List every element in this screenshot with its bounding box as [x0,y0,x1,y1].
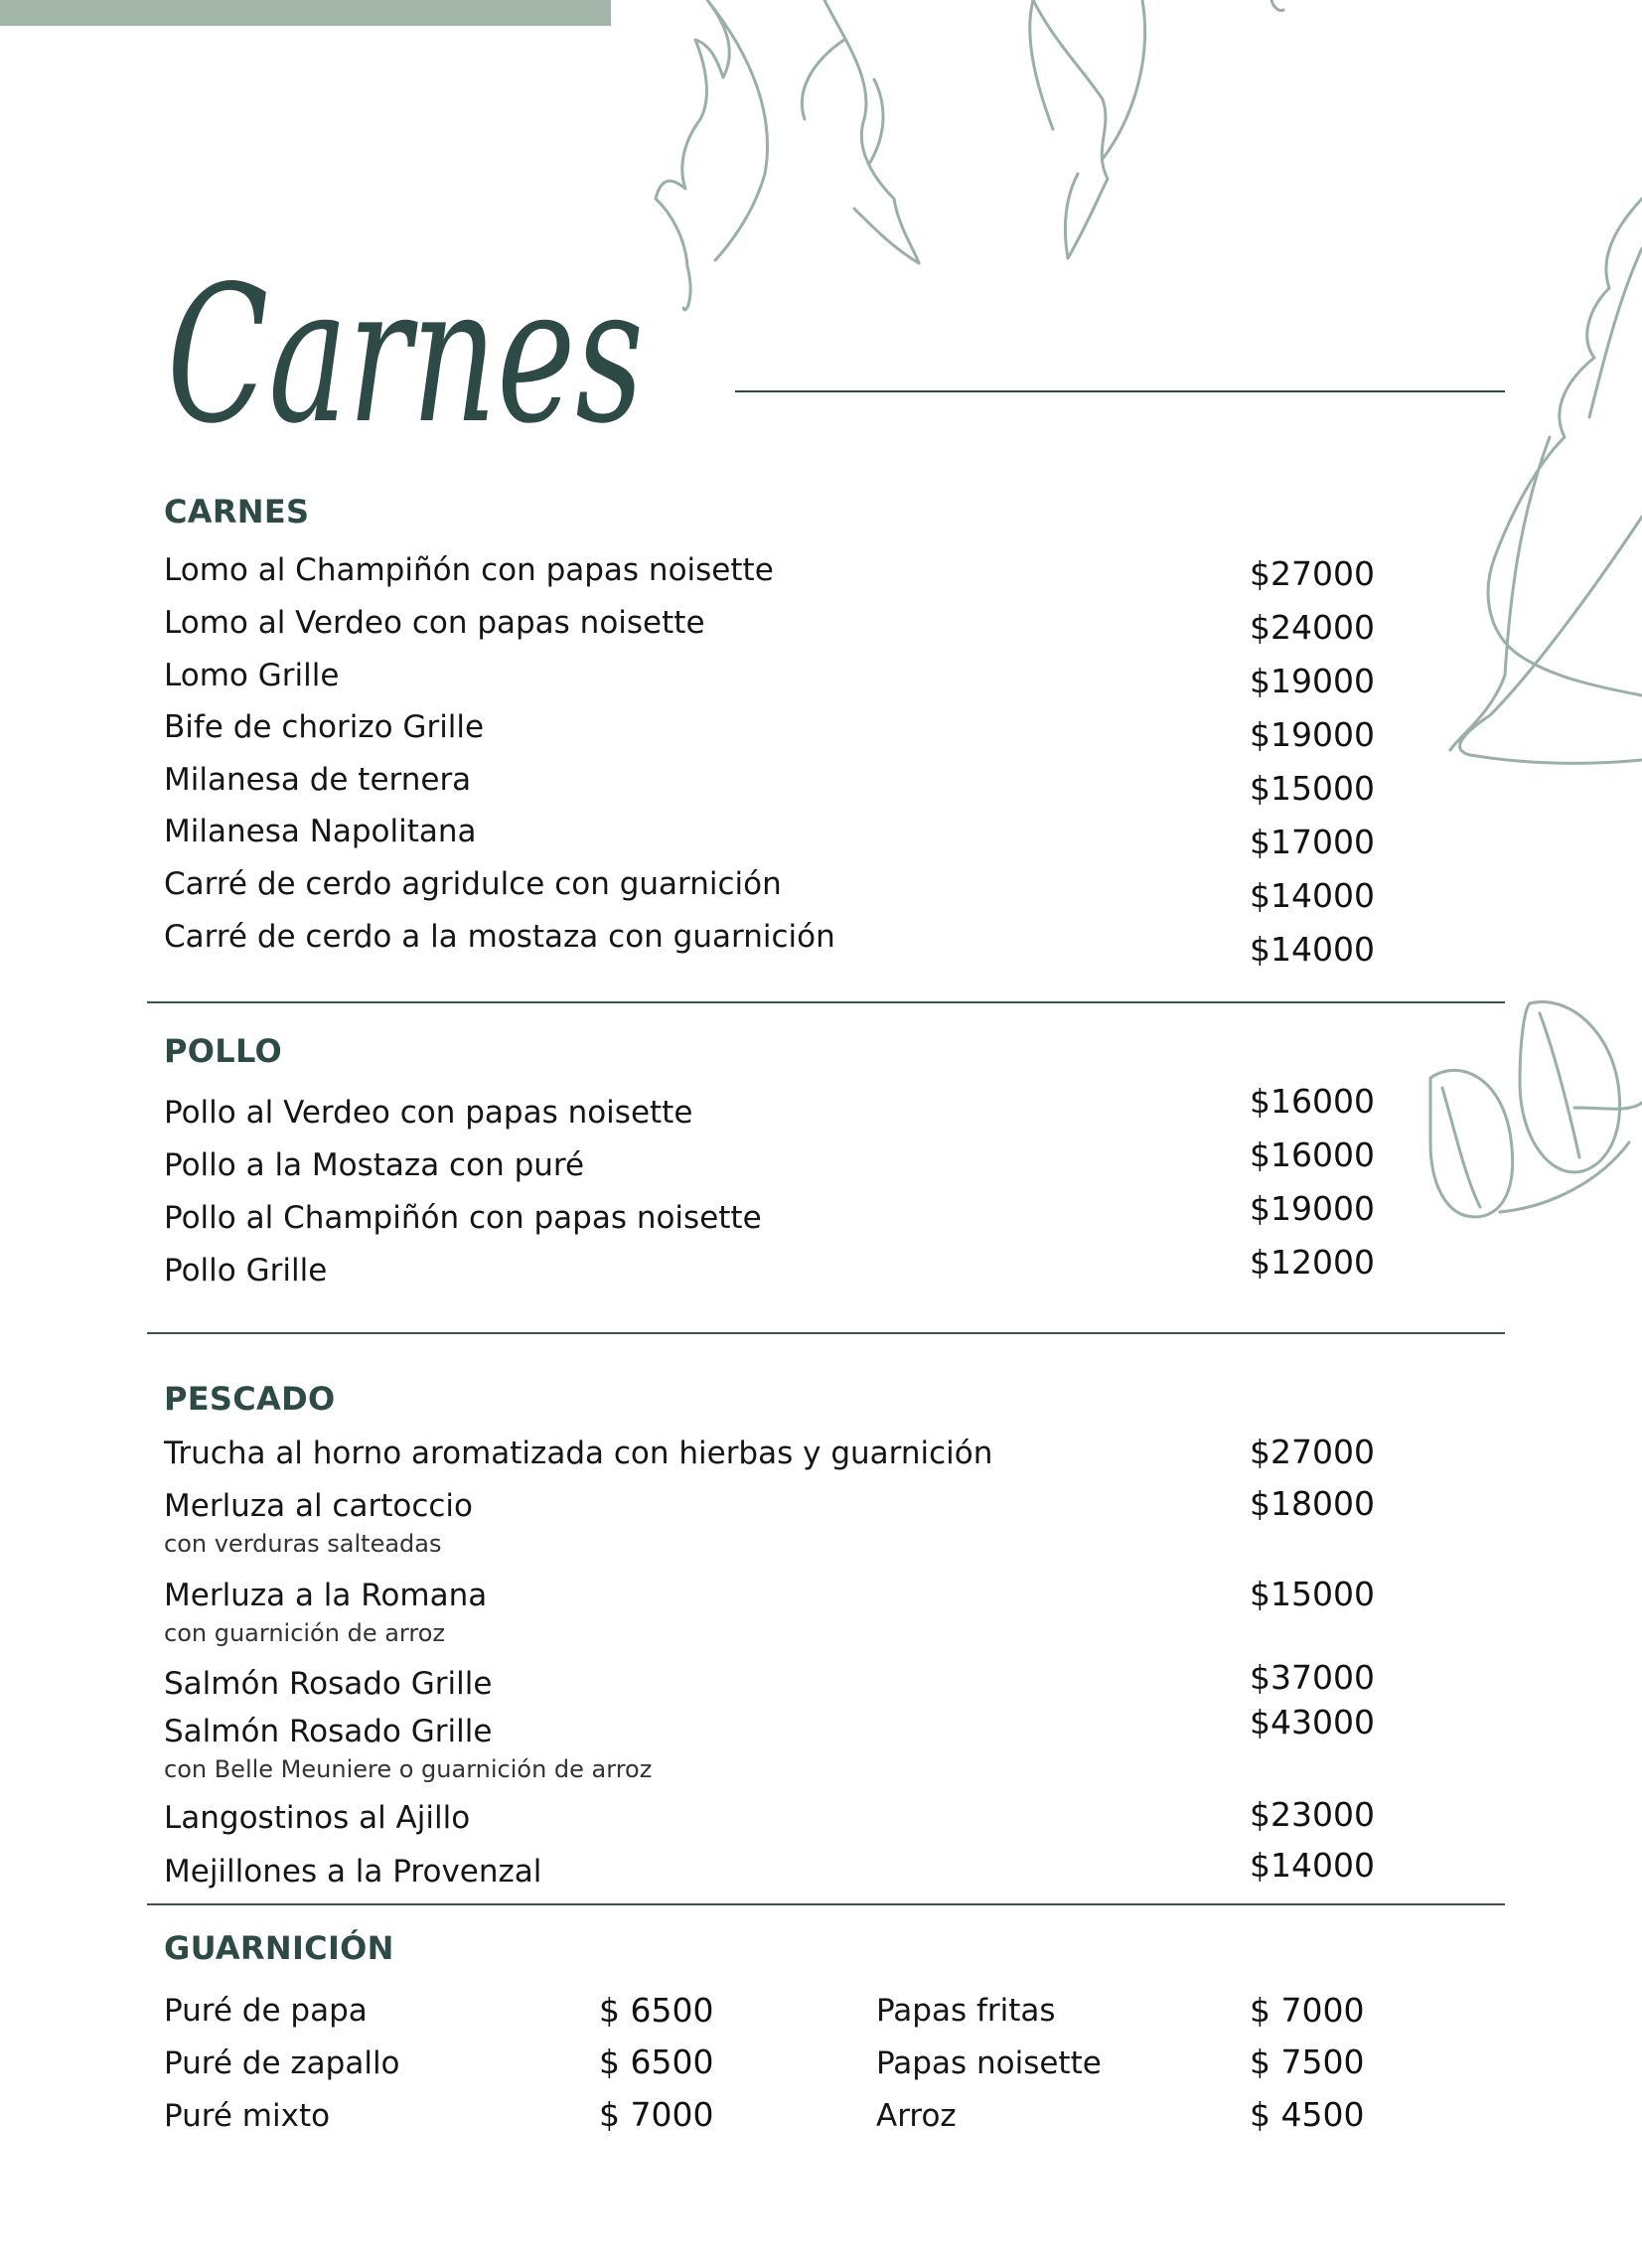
menu-item-name: Langostinos al Ajillo [164,1800,471,1836]
menu-item-price: $17000 [1250,823,1375,861]
leaf-outline-top-right [1030,0,1283,258]
menu-item-price: $27000 [1250,1433,1375,1471]
menu-item-name: Bife de chorizo Grille [164,709,485,745]
menu-item-name: Merluza a la Romana [164,1578,488,1613]
menu-item-name: Mejillones a la Provenzal [164,1854,542,1890]
menu-item-name: Milanesa de ternera [164,762,472,798]
side-dish-name: Puré de papa [164,1993,368,2029]
menu-item-price: $14000 [1250,930,1375,969]
section-heading-carnes: CARNES [164,493,310,530]
section-divider [147,1332,1505,1334]
page-title [167,217,683,465]
menu-item-price: $19000 [1250,662,1375,700]
menu-item-description: con guarnición de arroz [164,1619,445,1647]
section-heading-pollo: POLLO [164,1032,282,1070]
menu-item-price: $14000 [1250,876,1375,915]
menu-item-price: $19000 [1250,1189,1375,1228]
menu-item-name: Milanesa Napolitana [164,814,477,849]
menu-item-name: Carré de cerdo a la mostaza con guarnición [164,919,835,955]
side-dish-name: Puré mixto [164,2098,331,2134]
menu-item-name: Trucha al horno aromatizada con hierbas y guarnición [164,1436,993,1471]
menu-item-name: Carré de cerdo agridulce con guarnición [164,866,782,902]
leaf-outline-right-edge [1450,199,1642,763]
olive-stem-outline [1500,1103,1642,1212]
section-heading-pescado: PESCADO [164,1380,336,1418]
menu-item-name: Pollo a la Mostaza con puré [164,1147,585,1183]
side-dish-price: $ 7500 [1250,2042,1365,2081]
menu-item-name: Lomo Grille [164,658,340,693]
menu-item-price: $19000 [1250,715,1375,754]
menu-item-price: $14000 [1250,1846,1375,1885]
side-dish-name: Arroz [876,2098,957,2134]
menu-item-price: $23000 [1250,1795,1375,1834]
olive-outline-small [1430,1070,1513,1217]
menu-item-price: $16000 [1250,1082,1375,1121]
section-divider [147,1903,1505,1905]
menu-item-name: Salmón Rosado Grille [164,1714,493,1749]
title-rule [735,390,1505,392]
menu-item-name: Lomo al Verdeo con papas noisette [164,605,705,641]
side-dish-price: $ 7000 [599,2095,714,2134]
menu-item-price: $37000 [1250,1658,1375,1697]
top-accent-bar [0,0,611,26]
menu-item-price: $18000 [1250,1484,1375,1523]
side-dish-price: $ 6500 [599,1991,714,2030]
menu-item-name: Lomo al Champiñón con papas noisette [164,552,774,588]
menu-item-description: con Belle Meuniere o guarnición de arroz [164,1755,653,1783]
side-dish-price: $ 7000 [1250,1991,1365,2030]
menu-item-name: Pollo Grille [164,1253,328,1288]
page-title-text: Carnes [167,245,644,465]
side-dish-name: Puré de zapallo [164,2045,400,2081]
menu-item-price: $43000 [1250,1703,1375,1741]
menu-item-price: $15000 [1250,769,1375,808]
menu-item-name: Merluza al cartoccio [164,1488,473,1524]
side-dish-name: Papas fritas [876,1993,1056,2029]
menu-item-price: $27000 [1250,554,1375,593]
side-dish-price: $ 6500 [599,2042,714,2081]
menu-item-description: con verduras salteadas [164,1530,442,1558]
menu-item-price: $24000 [1250,608,1375,647]
section-divider [147,1001,1505,1003]
side-dish-price: $ 4500 [1250,2095,1365,2134]
menu-item-price: $15000 [1250,1575,1375,1613]
menu-item-name: Salmón Rosado Grille [164,1666,493,1702]
section-heading-guarnicion: GUARNICIÓN [164,1929,394,1967]
menu-item-price: $12000 [1250,1243,1375,1282]
menu-item-name: Pollo al Champiñón con papas noisette [164,1200,762,1236]
menu-item-price: $16000 [1250,1135,1375,1174]
leaf-outline-top-middle [802,0,919,263]
menu-item-name: Pollo al Verdeo con papas noisette [164,1095,693,1131]
side-dish-name: Papas noisette [876,2045,1102,2081]
olive-outline-large [1520,1001,1620,1172]
